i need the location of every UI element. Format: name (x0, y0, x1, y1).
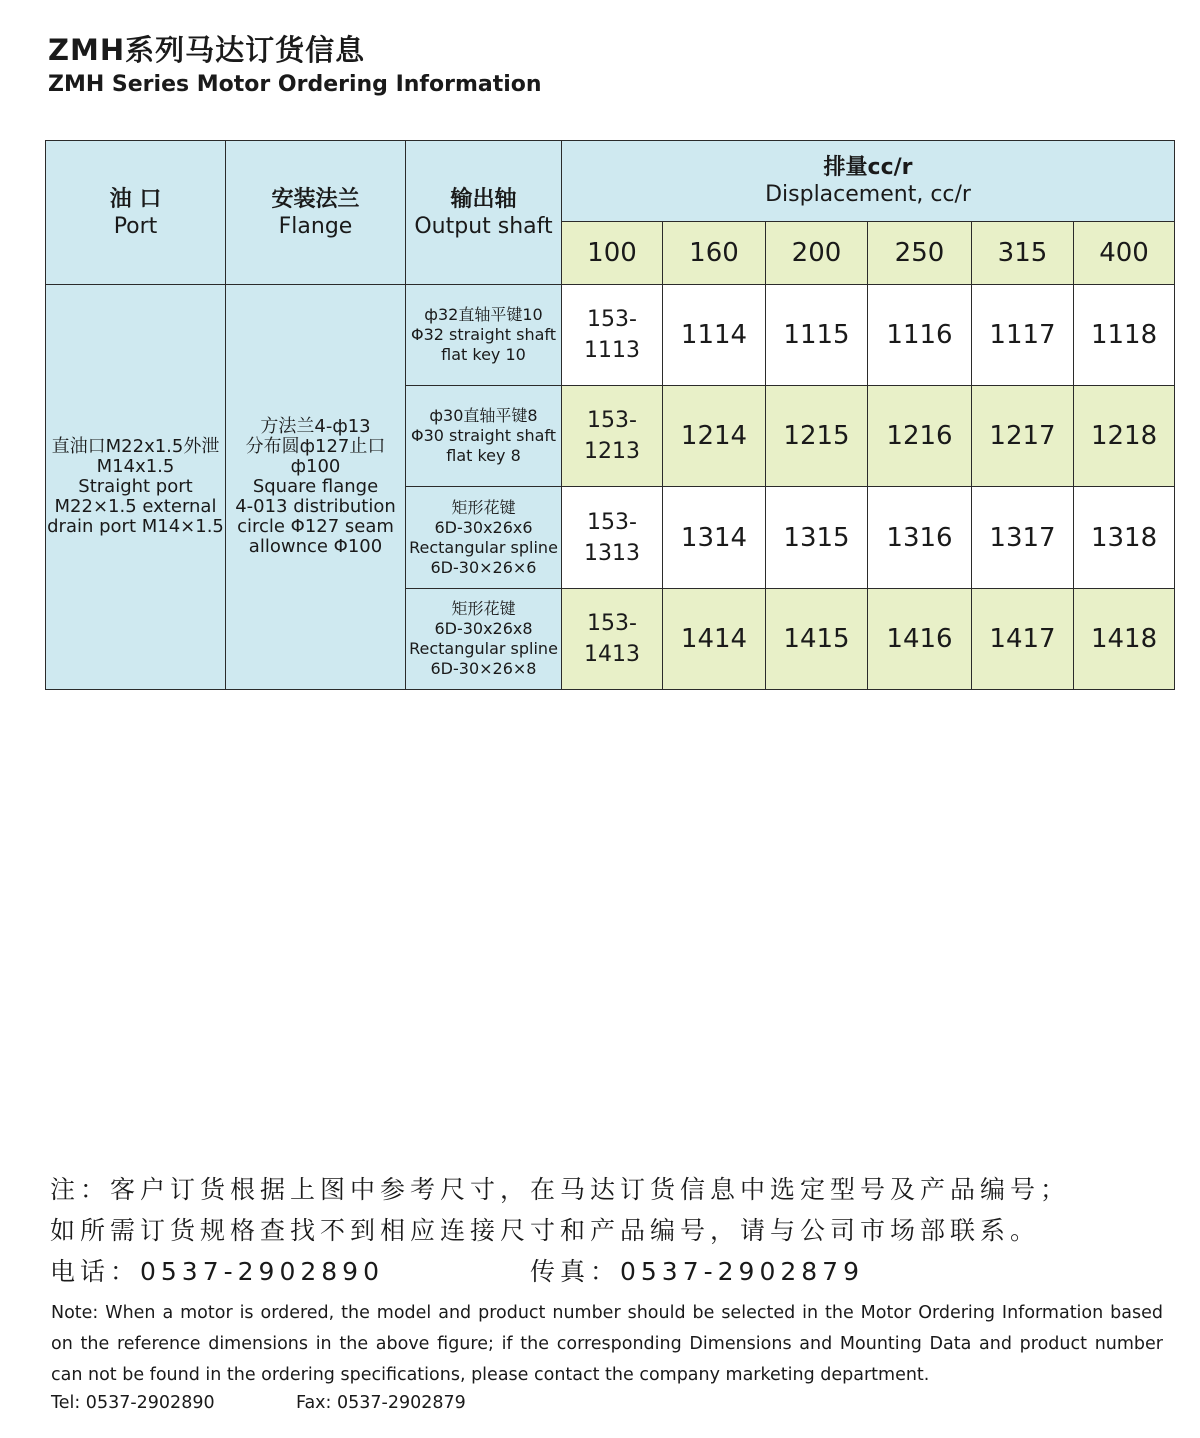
output-shaft-header: 输出轴 Output shaft (406, 141, 562, 285)
tel-zh: 电话：0537-2902890 (50, 1257, 384, 1286)
shaft-cell: 矩形花键 6D-30x26x8 Rectangular spline 6D-30×26×8 (406, 589, 562, 690)
product-code: 153- 1213 (562, 386, 663, 487)
note-zh-line2: 如所需订货规格查找不到相应连接尺寸和产品编号，请与公司市场部联系。 (50, 1216, 1041, 1245)
product-code: 1116 (868, 285, 972, 386)
displacement-value: 250 (868, 222, 972, 285)
page-title-en: ZMH Series Motor Ordering Information (48, 72, 542, 97)
product-code: 1316 (868, 487, 972, 589)
product-code: 1417 (972, 589, 1074, 690)
fax-zh: 传真：0537-2902879 (530, 1257, 864, 1286)
product-code: 1117 (972, 285, 1074, 386)
displacement-value: 100 (562, 222, 663, 285)
displacement-value: 315 (972, 222, 1074, 285)
port-value: 直油口M22x1.5外泄 M14x1.5 Straight port M22×1.5 external drain port M14×1.5 (46, 285, 226, 690)
product-code: 1414 (663, 589, 766, 690)
table-row (46, 285, 1175, 386)
note-zh-line1: 注：客户订货根据上图中参考尺寸，在马达订货信息中选定型号及产品编号； (50, 1175, 1071, 1204)
tel-en: Tel: 0537-2902890 (51, 1393, 215, 1413)
flange-value: 方法兰4-ф13 分布圆ф127止口 ф100 Square flange 4-013 distribution circle Φ127 seam allownce Φ100 (226, 285, 406, 690)
product-code: 153- 1113 (562, 285, 663, 386)
product-code: 1214 (663, 386, 766, 487)
ordering-table (45, 140, 1175, 690)
product-code: 1118 (1074, 285, 1175, 386)
product-code: 1415 (766, 589, 868, 690)
product-code: 1216 (868, 386, 972, 487)
product-code: 1318 (1074, 487, 1175, 589)
product-code: 1218 (1074, 386, 1175, 487)
port-header: 油 口 Port (46, 141, 226, 285)
product-code: 153- 1313 (562, 487, 663, 589)
displacement-value: 200 (766, 222, 868, 285)
product-code: 1115 (766, 285, 868, 386)
product-code: 1114 (663, 285, 766, 386)
product-code: 153- 1413 (562, 589, 663, 690)
product-code: 1315 (766, 487, 868, 589)
note-en: Note: When a motor is ordered, the model and product number should be selected in the Motor Ordering Information based on the reference dimensions in the above figure; if the corresponding Dimensions and Mounting Data and product number can not be found in the ordering specifications, please contact the company marketing department. (51, 1303, 1163, 1385)
shaft-cell: ф32直轴平键10 Φ32 straight shaft flat key 10 (406, 285, 562, 386)
product-code: 1317 (972, 487, 1074, 589)
product-code: 1416 (868, 589, 972, 690)
shaft-cell: 矩形花键 6D-30x26x6 Rectangular spline 6D-30×26×6 (406, 487, 562, 589)
displacement-value: 400 (1074, 222, 1175, 285)
shaft-cell: ф30直轴平键8 Φ30 straight shaft flat key 8 (406, 386, 562, 487)
flange-header: 安装法兰 Flange (226, 141, 406, 285)
page-title-zh: ZMH系列马达订货信息 (48, 33, 366, 67)
displacement-value: 160 (663, 222, 766, 285)
displacement-header: 排量cc/r Displacement, cc/r (562, 141, 1175, 222)
product-code: 1215 (766, 386, 868, 487)
product-code: 1217 (972, 386, 1074, 487)
product-code: 1314 (663, 487, 766, 589)
fax-en: Fax: 0537-2902879 (296, 1393, 466, 1413)
product-code: 1418 (1074, 589, 1175, 690)
